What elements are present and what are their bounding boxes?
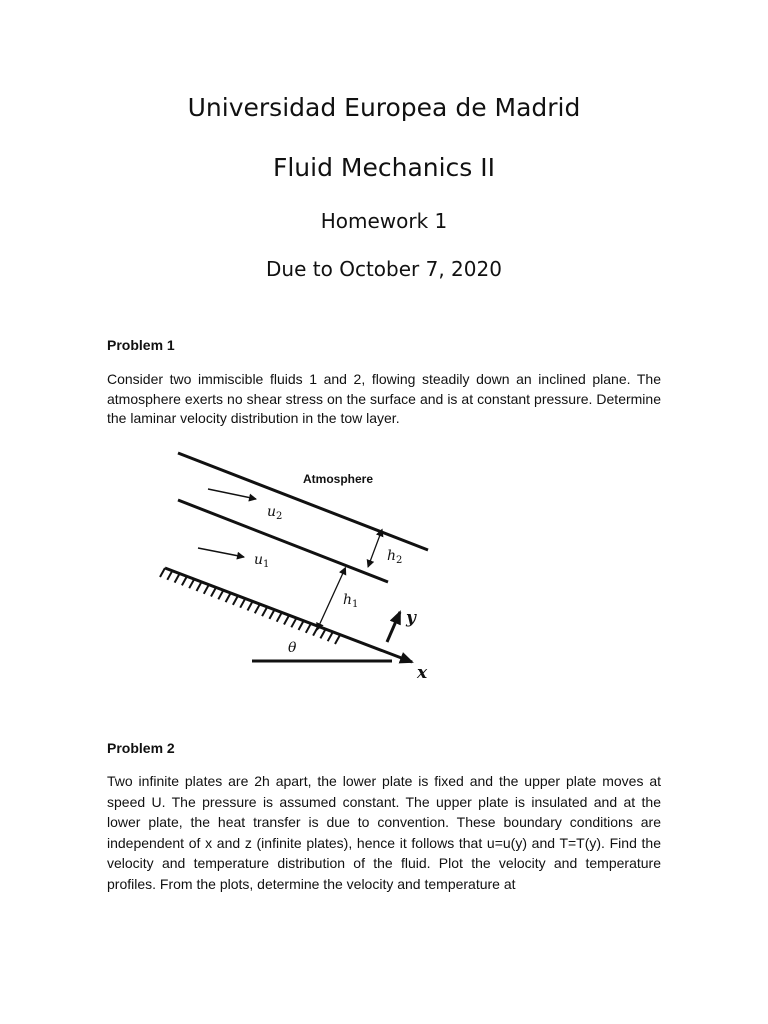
hatch-mark [182,576,187,585]
h2-label: $h_2$ [387,548,403,566]
hatch-mark [189,579,194,588]
hatch-mark [240,599,245,608]
due-date: Due to October 7, 2020 [266,257,502,281]
h1-dimension-arrow [317,573,343,630]
problem-2-text: Two infinite plates are 2h apart, the lower plate is fixed and the upper plate moves at speed U. The pressure is assumed constant. The upper plate is insulated and at the lower plate, the heat transfer is due to convention. These boundary conditions are independent of x and z (infinite plates), hence it follows that u=u(y) and T=T(y). Find the velocity and temperature distribution of the fluid. Plot the velocity and temperature profiles. From the plots, determine the velocity and temperature at [107,773,661,892]
hatch-mark [248,602,253,611]
hatch-mark [211,588,216,597]
hatch-mark [277,613,282,622]
hatch-mark [320,629,325,638]
hatch-mark [197,582,202,591]
hatch-mark [299,621,304,630]
hatch-mark [291,618,296,627]
course-title: Fluid Mechanics II [272,153,496,182]
y-axis-arrow [387,612,400,642]
u2-label: $u_2$ [267,504,283,522]
hatch-mark [269,610,274,619]
hatch-mark [306,624,311,633]
hatch-mark [204,585,209,594]
u2-flow-arrow [208,489,256,499]
hatch-mark [328,632,333,641]
problem-1-text: Consider two immiscible fluids 1 and 2, flowing steadily down an inclined plane. The atmosphere exerts no shear stress on the surface and is at constant pressure. Determine the laminar velocity distribution in the tow layer. [107,371,661,426]
university-title: Universidad Europea de Madrid [187,93,581,122]
atmosphere-label: Atmosphere [303,472,374,486]
u1-flow-arrow [198,548,244,557]
problem-2-heading: Problem 2 [107,740,175,756]
hatch-mark [218,590,223,599]
fluid-interface-line [178,500,388,582]
hatch-mark [175,574,180,583]
hatch-mark [255,604,260,613]
y-axis-label: y [406,608,416,628]
hatch-mark [284,616,289,625]
h2-dimension-arrow [368,535,380,567]
inclined-plane-figure [150,440,450,690]
hatch-mark [167,571,172,580]
hatch-mark [233,596,238,605]
hatch-mark [335,635,340,644]
wall-hatching [160,568,340,644]
theta-label: θ [288,640,297,656]
hatch-mark [226,593,231,602]
free-surface-line [178,453,428,550]
hatch-mark [262,607,267,616]
u1-label: $u_1$ [254,552,270,570]
problem-1-heading: Problem 1 [107,337,175,353]
x-axis-label: x [417,663,428,683]
hatch-mark [160,568,165,577]
assignment-title: Homework 1 [320,209,448,233]
h1-label: $h_1$ [343,592,359,610]
